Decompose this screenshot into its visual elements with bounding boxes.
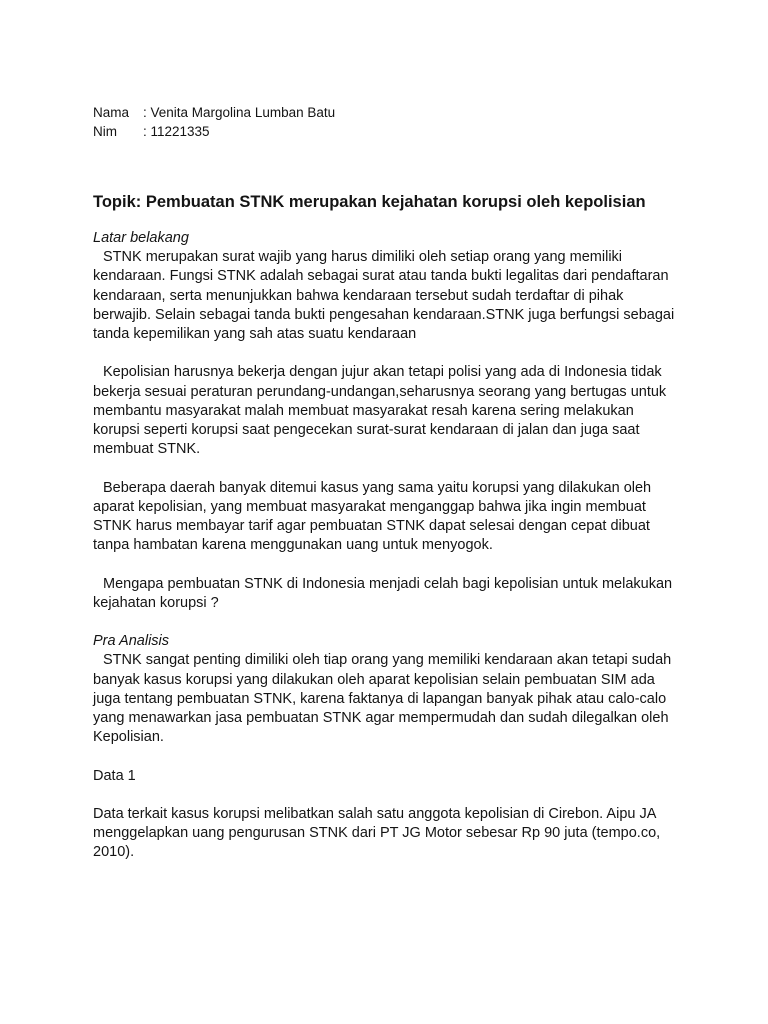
meta-nim-label: Nim [93,124,117,139]
meta-nim-row [93,122,683,141]
section-heading-data-1: Data 1 [93,767,136,784]
meta-nama-value: : Venita Margolina Lumban Batu [143,105,336,120]
document-title: Topik: Pembuatan STNK merupakan kejahatan korupsi oleh kepolisian [93,193,646,211]
document-body [93,103,683,863]
paragraph-latar-4: Mengapa pembuatan STNK di Indonesia menjadi celah bagi kepolisian untuk melakukan kejahatan korupsi ? [93,575,673,611]
paragraph-latar-2: Kepolisian harusnya bekerja dengan jujur akan tetapi polisi yang ada di Indonesia tidak bekerja sesuai peraturan perundang-undangan,seharusnya seorang yang bertugas untuk membantu masyarakat malah membuat masyarakat resah karena sering melakukan korupsi seperti korupsi saat pengecekan surat-surat kendaraan di jalan dan juga saat membuat STNK. [93,364,667,458]
paragraph-data-1: Data terkait kasus korupsi melibatkan salah satu anggota kepolisian di Cirebon. Aipu JA menggelapkan uang pengurusan STNK dari PT JG Motor sebesar Rp 90 juta (tempo.co, 2010). [93,806,661,861]
meta-nama-row [93,103,683,122]
section-heading-latar-belakang: Latar belakang [93,230,189,246]
paragraph-latar-1: STNK merupakan surat wajib yang harus dimiliki oleh setiap orang yang memiliki kendaraan. Fungsi STNK adalah sebagai surat atau tanda bukti legalitas dari pendaftaran kendaraan, serta menunjukkan bahwa kendaraan tersebut sudah terdaftar di pihak berwajib. Selain sebagai tanda bukti pengesahan kendaraan.STNK juga berfungsi sebagai tanda kepemilikan yang sah atas suatu kendaraan [93,249,675,343]
section-heading-pra-analisis: Pra Analisis [93,633,170,650]
meta-nim-value: : 11221335 [143,124,210,139]
meta-nama-label: Nama [93,105,130,120]
paragraph-pra-analisis-1: STNK sangat penting dimiliki oleh tiap orang yang memiliki kendaraan akan tetapi sudah banyak kasus korupsi yang dilakukan oleh aparat kepolisian selain pembuatan SIM ada juga tentang pembuatan STNK, karena faktanya di lapangan banyak pihak atau calo-calo yang menawarkan jasa pembuatan STNK agar mempermudah dan sudah dilegalkan oleh Kepolisian. [93,652,672,746]
paragraph-latar-3: Beberapa daerah banyak ditemui kasus yang sama yaitu korupsi yang dilakukan oleh aparat kepolisian, yang membuat masyarakat menganggap bahwa jika ingin membuat STNK harus membayar tarif agar pembuatan STNK dapat selesai dengan cepat dibuat tanpa hambatan karena menggunakan uang untuk menyogok. [93,479,652,554]
